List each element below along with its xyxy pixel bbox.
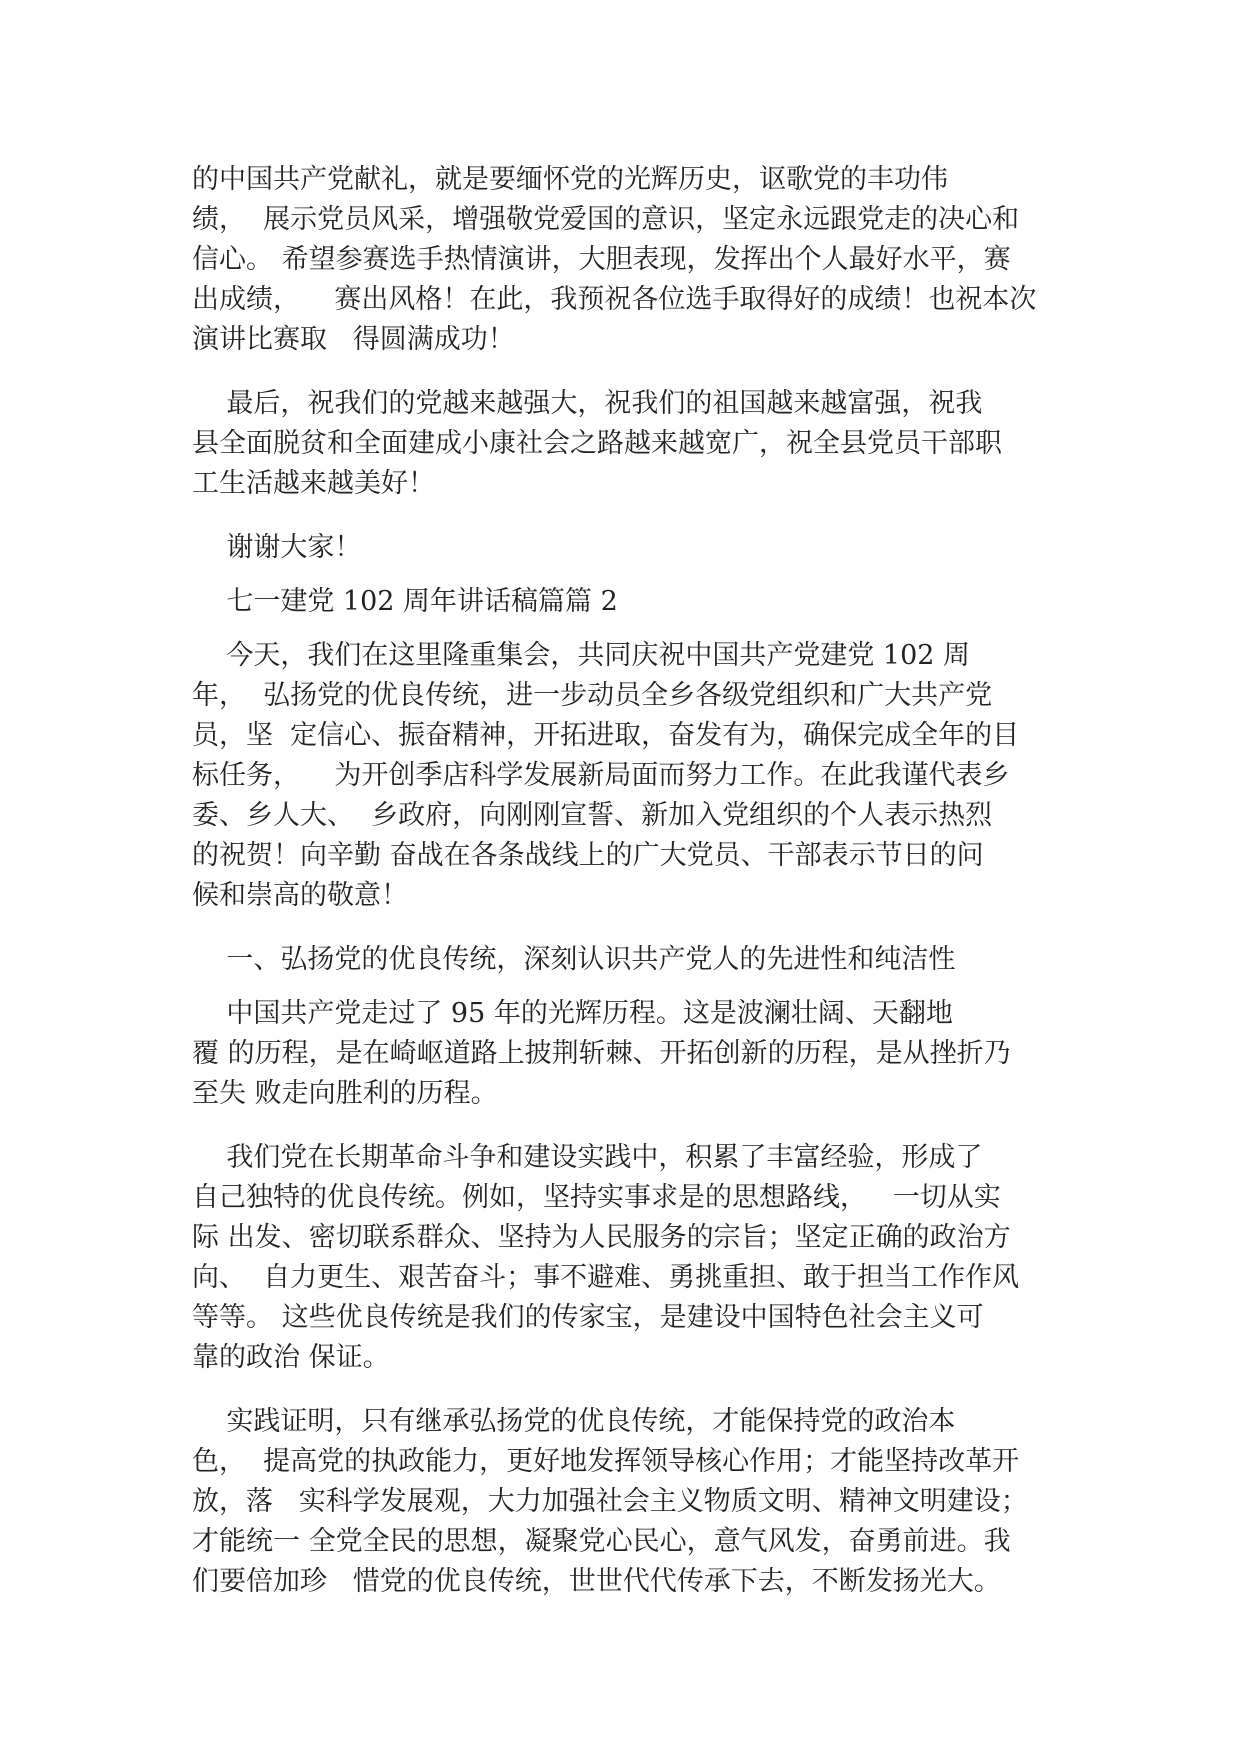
text-line: 标任务， 为开创季店科学发展新局面而努力工作。在此我谨代表乡 xyxy=(192,760,1010,791)
text-line: 实践证明，只有继承弘扬党的优良传统，才能保持党的政治本 xyxy=(192,1406,956,1437)
text-line: 年， 弘扬党的优良传统，进一步动员全乡各级党组织和广大共产党 xyxy=(192,680,993,711)
text-line: 向、 自力更生、艰苦奋斗；事不避难、勇挑重担、敢于担当工作作风 xyxy=(192,1262,1020,1293)
section-heading xyxy=(192,582,1062,622)
text-line: 们要倍加珍 惜党的优良传统，世世代代传承下去，不断发扬光大。 xyxy=(192,1566,1001,1597)
text-line: 中国共产党走过了 95 年的光辉历程。这是波澜壮阔、天翻地 xyxy=(192,998,953,1029)
text-line: 候和崇高的敬意！ xyxy=(192,880,408,911)
text-line: 员，坚 定信心、振奋精神，开拓进取，奋发有为，确保完成全年的目 xyxy=(192,720,1020,751)
document-page xyxy=(192,160,1062,1626)
text-line: 色， 提高党的执政能力，更好地发挥领导核心作用；才能坚持改革开 xyxy=(192,1446,1020,1477)
text-line: 我们党在长期革命斗争和建设实践中，积累了丰富经验，形成了 xyxy=(192,1142,983,1173)
text-line: 工生活越来越美好！ xyxy=(192,468,435,499)
subheading-text: 一、弘扬党的优良传统，深刻认识共产党人的先进性和纯洁性 xyxy=(192,944,956,975)
text-line: 今天，我们在这里隆重集会，共同庆祝中国共产党建党 102 周 xyxy=(192,640,971,671)
text-line: 县全面脱贫和全面建成小康社会之路越来越宽广，祝全县党员干部职 xyxy=(192,428,1002,459)
paragraph-opening xyxy=(192,636,1062,916)
text-line: 的祝贺！向辛勤 奋战在各条战线上的广大党员、干部表示节日的问 xyxy=(192,840,984,871)
text-line: 最后，祝我们的党越来越强大，祝我们的祖国越来越富强，祝我 xyxy=(192,388,983,419)
paragraph-thanks xyxy=(192,528,1062,568)
section-title: 七一建党 102 周年讲话稿篇篇 2 xyxy=(192,586,618,617)
text-line: 才能统一 全党全民的思想，凝聚党心民心，意气风发，奋勇前进。我 xyxy=(192,1526,1011,1557)
paragraph-practice xyxy=(192,1402,1062,1602)
text-line: 出成绩， 赛出风格！在此，我预祝各位选手取得好的成绩！也祝本次 xyxy=(192,284,1037,315)
text-line: 自己独特的优良传统。例如，坚持实事求是的思想路线， 一切从实 xyxy=(192,1182,1001,1213)
paragraph-final-blessing xyxy=(192,384,1062,504)
text-line: 等等。 这些优良传统是我们的传家宝，是建设中国特色社会主义可 xyxy=(192,1302,984,1333)
text-line: 靠的政治 保证。 xyxy=(192,1342,390,1373)
paragraph-history xyxy=(192,994,1062,1114)
text-line: 委、乡人大、 乡政府，向刚刚宣誓、新加入党组织的个人表示热烈 xyxy=(192,800,993,831)
paragraph-closing-wishes xyxy=(192,160,1062,360)
text-line: 覆 的历程，是在崎岖道路上披荆斩棘、开拓创新的历程，是从挫折乃 xyxy=(192,1038,1011,1069)
text-line: 谢谢大家！ xyxy=(192,532,362,563)
text-line: 放，落 实科学发展观，大力加强社会主义物质文明、精神文明建设； xyxy=(192,1486,1028,1517)
text-line: 信心。 希望参赛选手热情演讲，大胆表现，发挥出个人最好水平，赛 xyxy=(192,244,1011,275)
text-line: 至失 败走向胜利的历程。 xyxy=(192,1078,498,1109)
text-line: 演讲比赛取 得圆满成功！ xyxy=(192,324,515,355)
subheading-one xyxy=(192,940,1062,980)
text-line: 际 出发、密切联系群众、坚持为人民服务的宗旨；坚定正确的政治方 xyxy=(192,1222,1011,1253)
paragraph-traditions xyxy=(192,1138,1062,1378)
text-line: 的中国共产党献礼，就是要缅怀党的光辉历史，讴歌党的丰功伟 xyxy=(192,164,948,195)
text-line: 绩， 展示党员风采，增强敬党爱国的意识，坚定永远跟党走的决心和 xyxy=(192,204,1020,235)
